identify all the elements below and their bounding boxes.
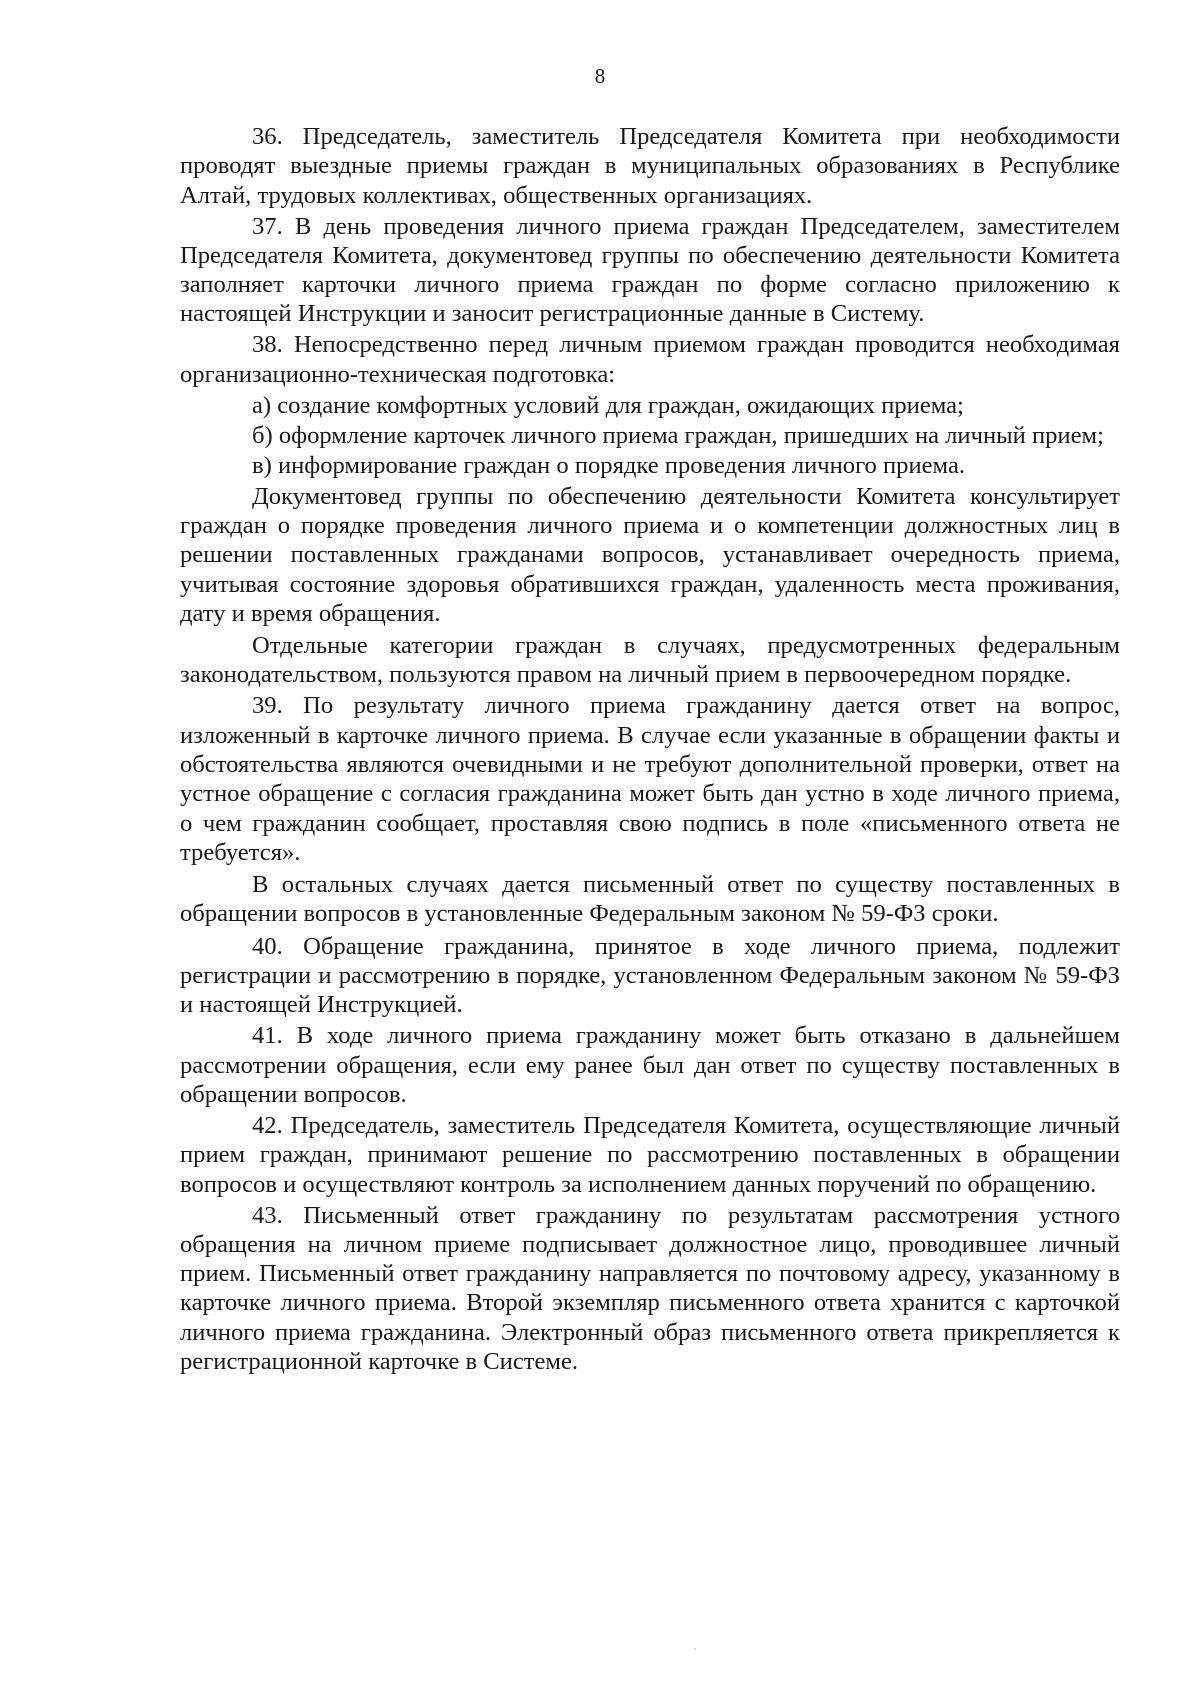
paragraph-40: 40. Обращение гражданина, принятое в ходе личного приема, подлежит регистрации и рассмотрению в порядке, установленном Федеральным законом № 59-ФЗ и настоящей Инструкцией. — [180, 932, 1120, 1019]
paragraph-43: 43. Письменный ответ гражданину по результатам рассмотрения устного обращения на личном приеме подписывает должностное лицо, проводившее личный прием. Письменный ответ гражданину направляется по почтовому адресу, указанному в карточке личного приема. Второй экземпляр письменного ответа хранится с карточкой личного приема гражданина. Электронный образ письменного ответа прикрепляется к регистрационной карточке в Системе. — [180, 1201, 1120, 1375]
paragraph-38-item-b: б) оформление карточек личного приема граждан, пришедших на личный прием; — [252, 422, 1104, 450]
paragraph-37: 37. В день проведения личного приема граждан Председателем, заместителем Председателя Комитета, документовед группы по обеспечению деятельности Комитета заполняет карточки личного приема граждан по форме согласно приложению к настоящей Инструкции и заносит регистрационные данные в Систему. — [180, 212, 1120, 328]
scan-speck — [694, 1648, 696, 1650]
paragraph-38-item-a: а) создание комфортных условий для граждан, ожидающих приема; — [252, 391, 964, 419]
paragraph-38: 38. Непосредственно перед личным приемом граждан проводится необходимая организационно-техническая подготовка: — [180, 331, 1120, 388]
paragraph-42: 42. Председатель, заместитель Председателя Комитета, осуществляющие личный прием граждан, принимают решение по рассмотрению поставленных в обращении вопросов и осуществляют контроль за исполнением данных поручений по обращению. — [180, 1111, 1120, 1198]
document-body — [180, 122, 1120, 1378]
paragraph-36: 36. Председатель, заместитель Председателя Комитета при необходимости проводят выездные приемы граждан в муниципальных образованиях в Республике Алтай, трудовых коллективах, общественных организациях. — [180, 123, 1120, 209]
paragraph-39: 39. По результату личного приема гражданину дается ответ на вопрос, изложенный в карточке личного приема. В случае если указанные в обращении факты и обстоятельства являются очевидными и не требуют дополнительной проверки, ответ на устное обращение с согласия гражданина может быть дан устно в ходе личного приема, о чем гражданин сообщает, проставляя свою подпись в поле «письменного ответа не требуется». — [180, 692, 1120, 866]
paragraph-38-item-c: в) информирование граждан о порядке проведения личного приема. — [252, 452, 966, 480]
paragraph-41: 41. В ходе личного приема гражданину может быть отказано в дальнейшем рассмотрении обращения, если ему ранее был дан ответ по существу поставленных в обращении вопросов. — [180, 1022, 1120, 1108]
page-number: 8 — [594, 64, 606, 88]
paragraph-39-written: В остальных случаях дается письменный ответ по существу поставленных в обращении вопросов в установленные Федеральным законом № 59-ФЗ сроки. — [180, 871, 1120, 928]
paragraph-38-clerk: Документовед группы по обеспечению деятельности Комитета консультирует граждан о порядке проведения личного приема и о компетенции должностных лиц в решении поставленных гражданами вопросов, устанавливает очередность приема, учитывая состояние здоровья обратившихся граждан, удаленность места проживания, дату и время обращения. — [180, 482, 1120, 627]
paragraph-38-priority: Отдельные категории граждан в случаях, предусмотренных федеральным законодательством, пользуются правом на личный прием в первоочередном порядке. — [180, 632, 1120, 689]
